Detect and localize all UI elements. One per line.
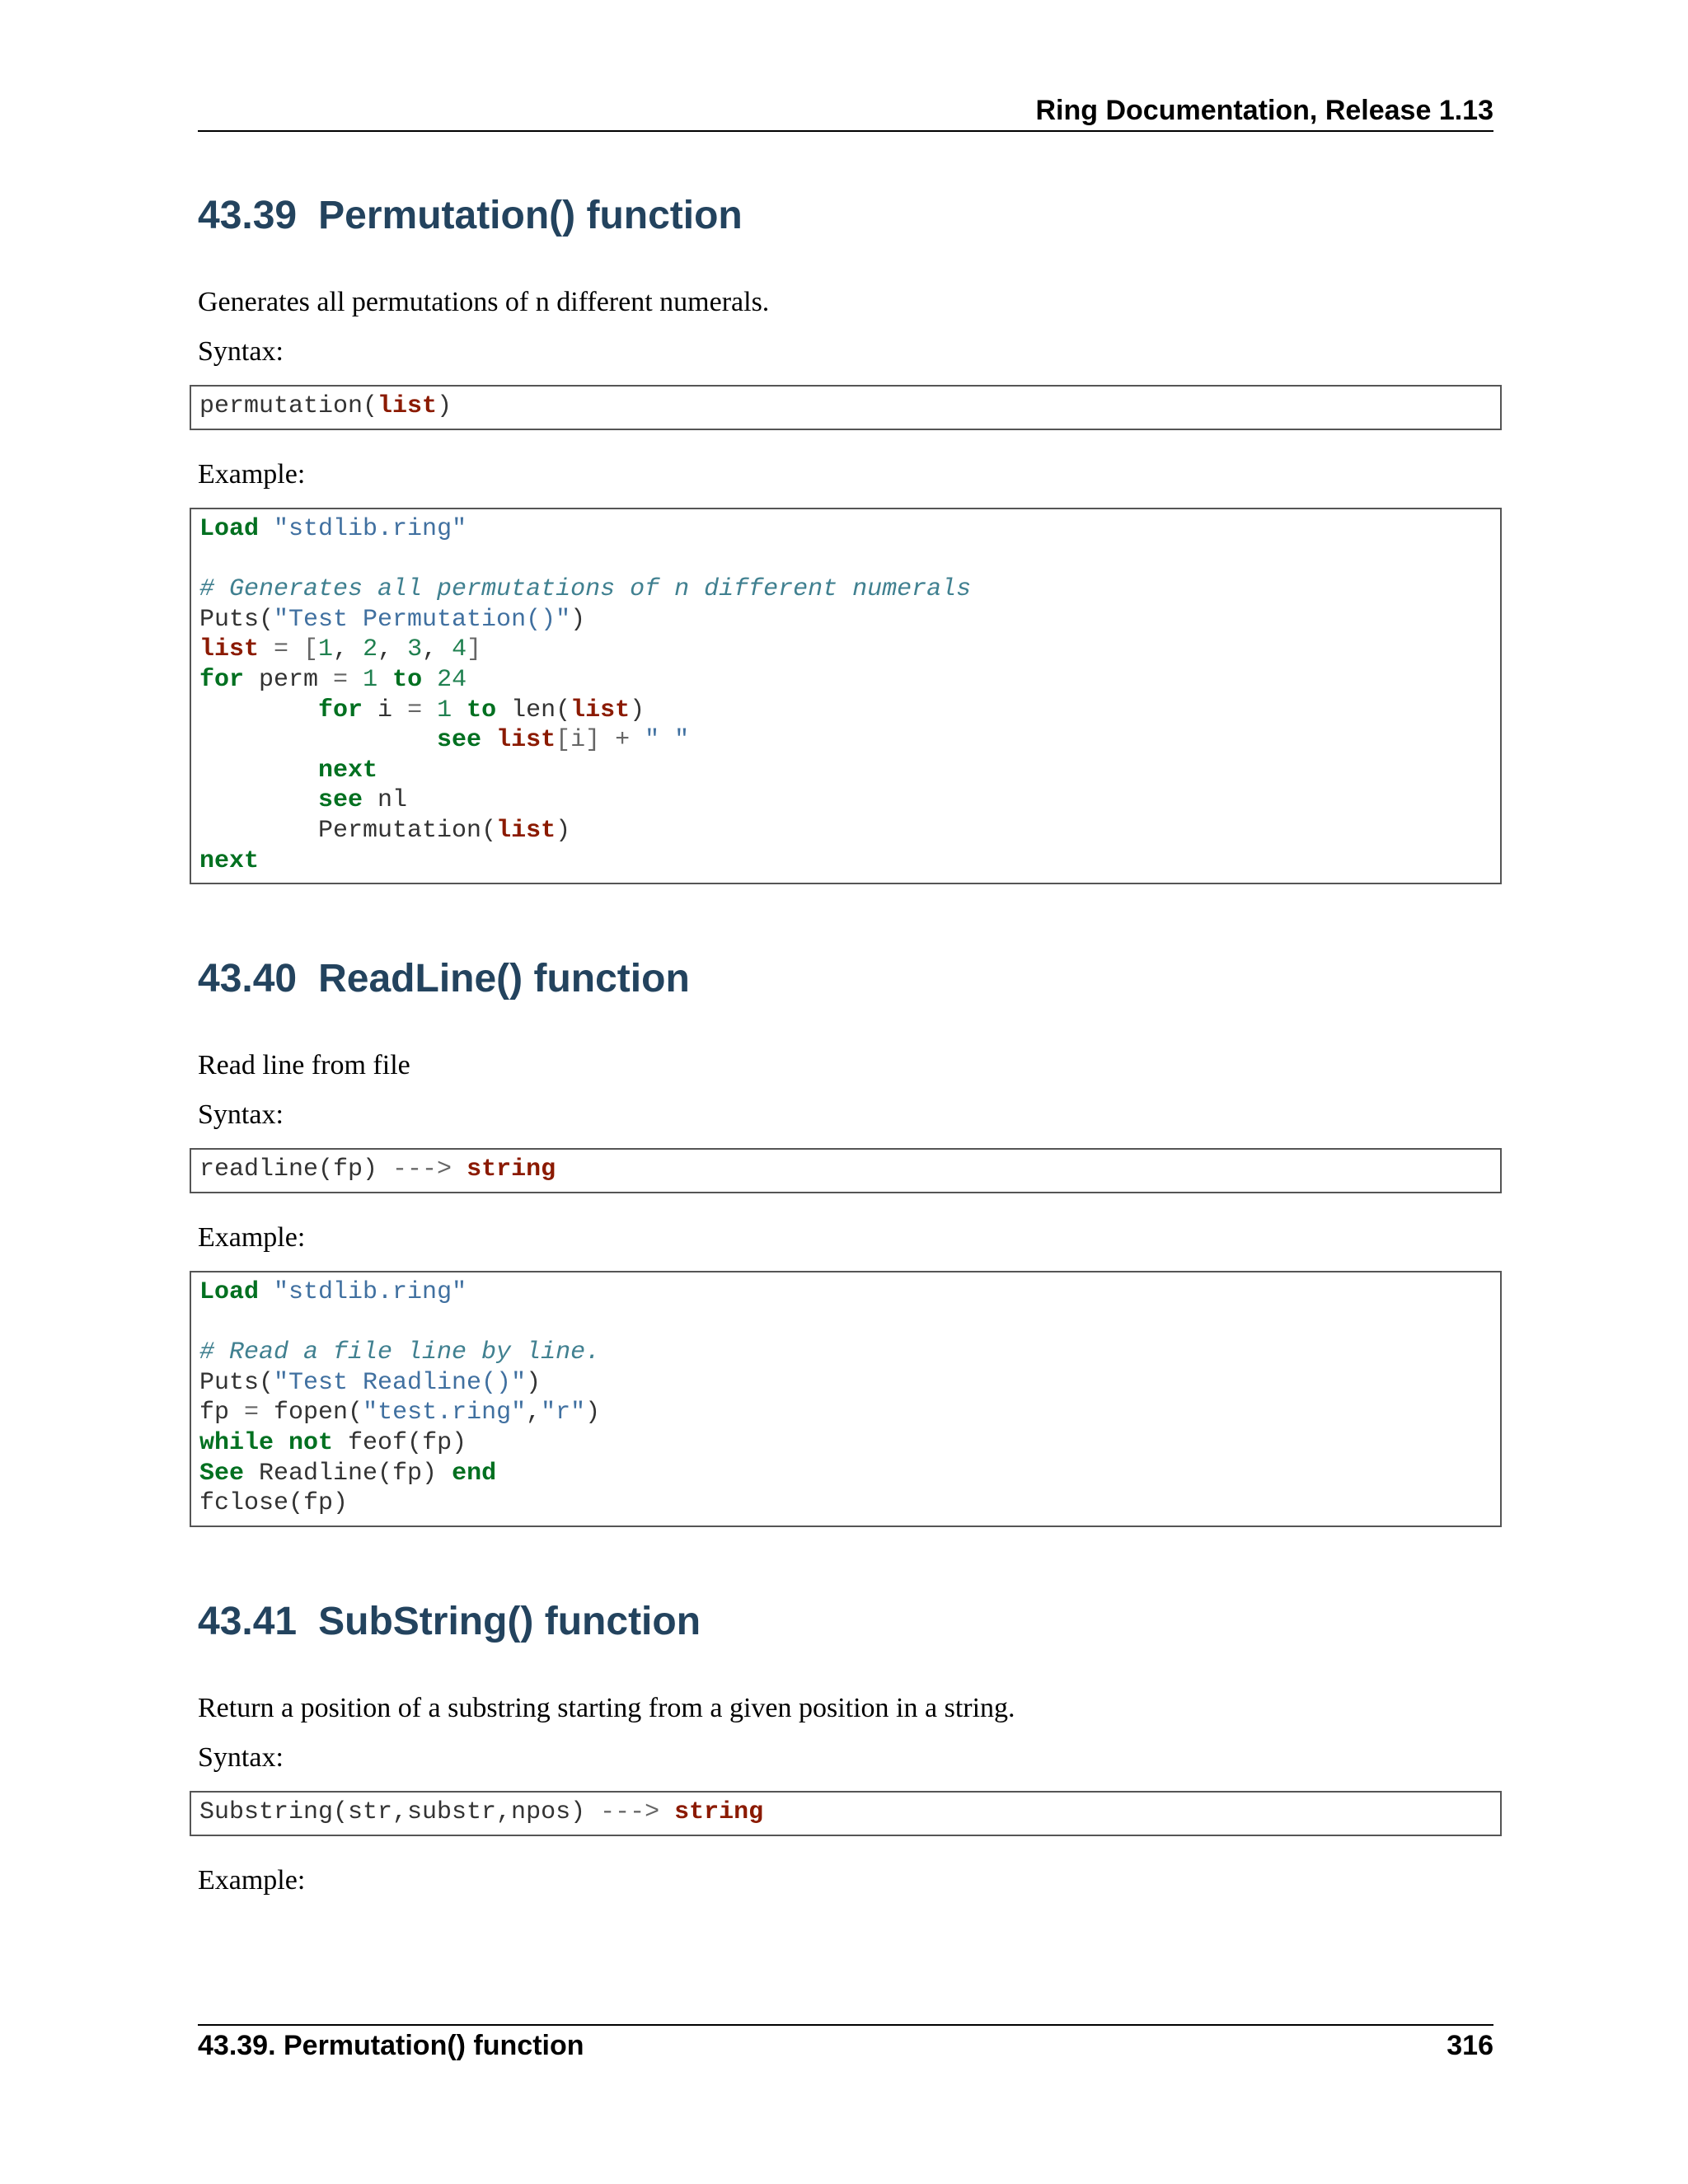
section-number: 43.41 — [198, 1600, 298, 1643]
example-label: Example: — [198, 1222, 306, 1253]
section-description: Return a position of a substring starting from a given position in a string. — [198, 1693, 1015, 1723]
page-footer — [198, 2027, 1493, 2064]
footer-section-title: 43.39. Permutation() function — [198, 2030, 584, 2061]
syntax-block: readline(fp) ---> string — [190, 1148, 1502, 1193]
footer-rule — [198, 2024, 1493, 2026]
syntax-label: Syntax: — [198, 1742, 284, 1773]
syntax-label: Syntax: — [198, 1099, 284, 1130]
section-description: Generates all permutations of n different numerals. — [198, 287, 770, 317]
page-number: 316 — [1447, 2030, 1493, 2061]
syntax-block: Substring(str,substr,npos) ---> string — [190, 1791, 1502, 1836]
section-heading — [198, 191, 743, 241]
example-code-block: Load "stdlib.ring" # Read a file line by line. Puts("Test Readline()") fp = fopen("test.ring","r") while not feof(fp) See Readline(fp) end fclose(fp) — [190, 1271, 1502, 1527]
section-title: ReadLine() function — [318, 957, 690, 1001]
example-label: Example: — [198, 1865, 306, 1896]
section-number: 43.39 — [198, 194, 298, 237]
syntax-block: permutation(list) — [190, 385, 1502, 430]
section-title: SubString() function — [318, 1600, 701, 1643]
example-code-block: Load "stdlib.ring" # Generates all permutations of n different numerals Puts("Test Permutation()") list = [1, 2, 3, 4] for perm = 1 to 24 for i = 1 to len(list) see list[i] + " " next see nl Permutation(list) next — [190, 508, 1502, 884]
section-title: Permutation() function — [318, 194, 743, 237]
header-rule — [198, 130, 1493, 132]
section-heading — [198, 954, 690, 1004]
section-number: 43.40 — [198, 957, 298, 1001]
example-label: Example: — [198, 459, 306, 490]
section-heading — [198, 1597, 701, 1647]
syntax-label: Syntax: — [198, 336, 284, 367]
section-description: Read line from file — [198, 1050, 410, 1080]
page-header: Ring Documentation, Release 1.13 — [1035, 95, 1493, 126]
